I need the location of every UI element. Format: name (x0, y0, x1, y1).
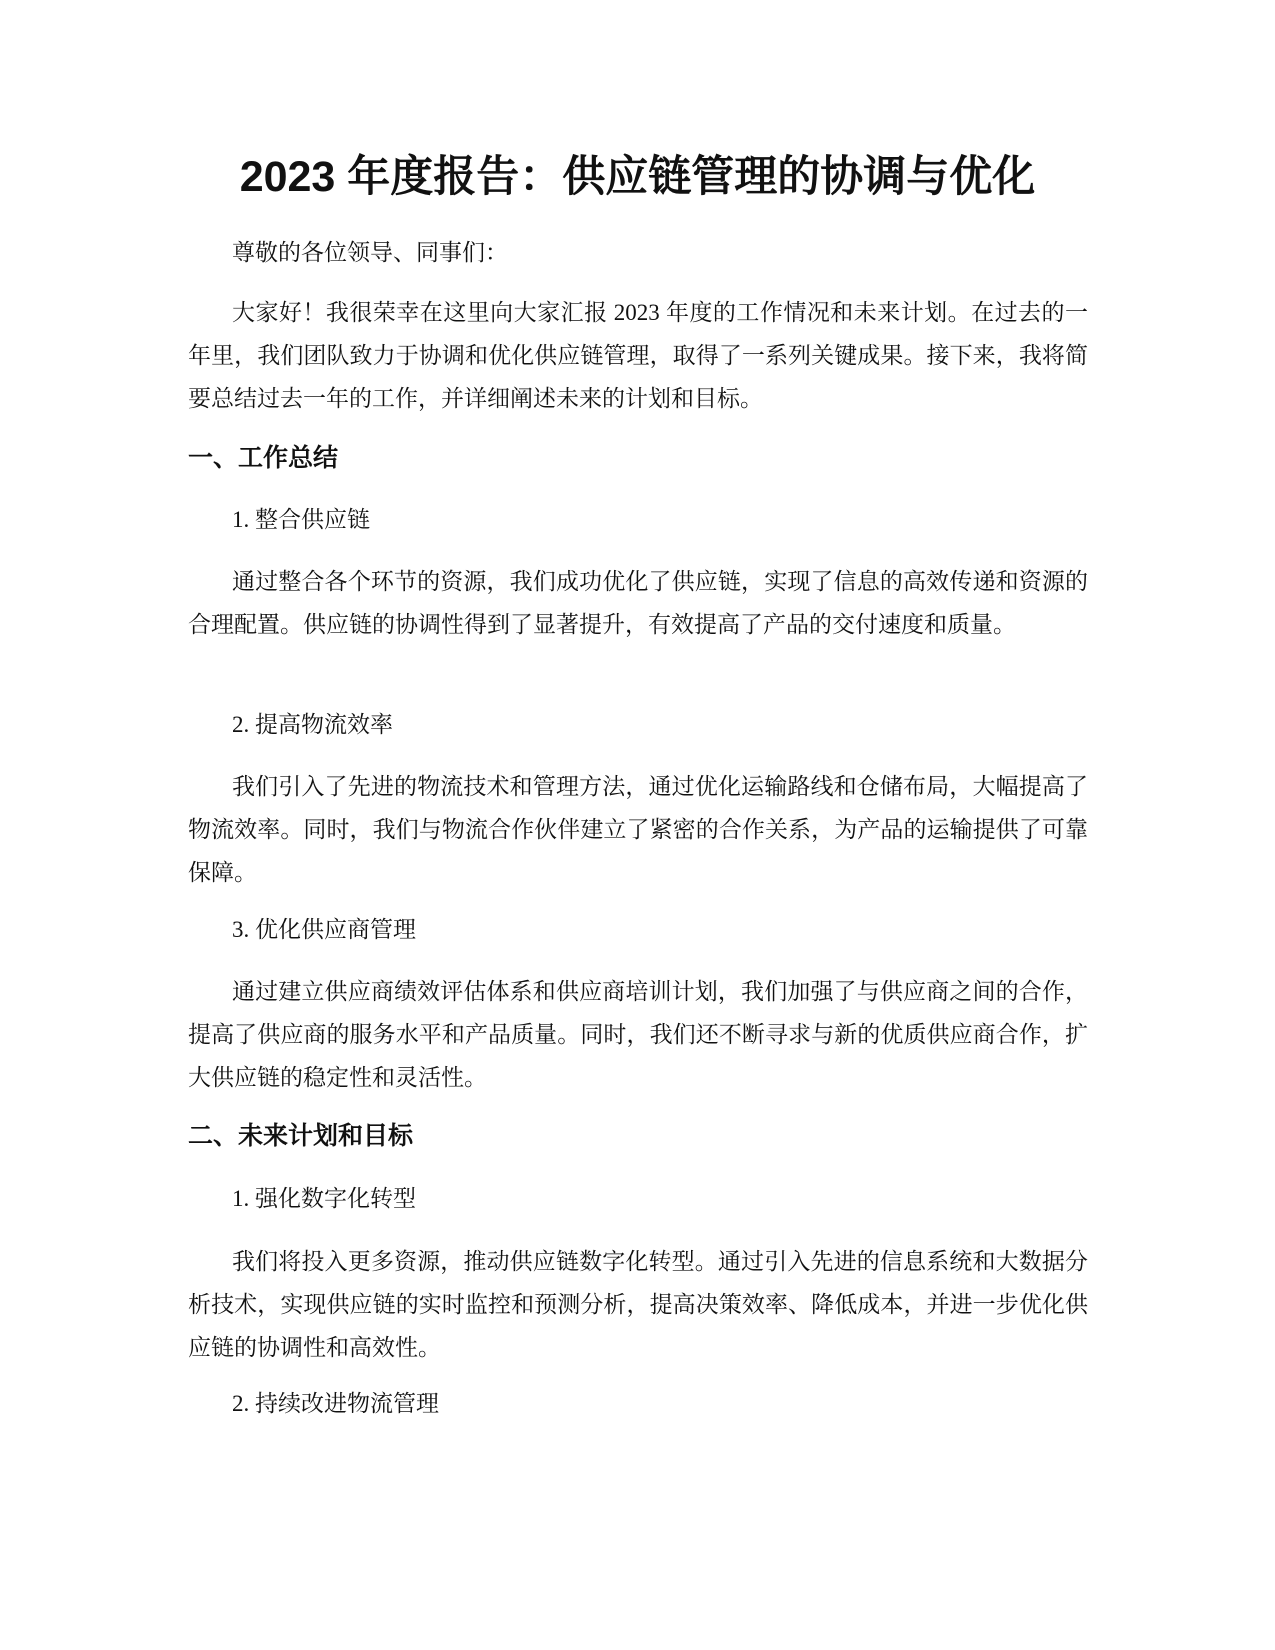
document-title: 2023 年度报告：供应链管理的协调与优化 (239, 153, 1036, 201)
section-heading-summary: 一、工作总结 (188, 444, 339, 472)
list-item-body: 我们引入了先进的物流技术和管理方法，通过优化运输路线和仓储布局，大幅提高了物流效率。同时，我们与物流合作伙伴建立了紧密的合作关系，为产品的运输提供了可靠保障。 (188, 774, 1088, 885)
list-item-body: 通过整合各个环节的资源，我们成功优化了供应链，实现了信息的高效传递和资源的合理配置。供应链的协调性得到了显著提升，有效提高了产品的交付速度和质量。 (188, 569, 1088, 637)
list-item-body: 通过建立供应商绩效评估体系和供应商培训计划，我们加强了与供应商之间的合作，提高了供应商的服务水平和产品质量。同时，我们还不断寻求与新的优质供应商合作，扩大供应链的稳定性和灵活性。 (188, 979, 1088, 1090)
greeting: 尊敬的各位领导、同事们： (232, 240, 508, 265)
list-item-title: 1. 强化数字化转型 (232, 1186, 416, 1211)
list-item-title: 2. 持续改进物流管理 (232, 1391, 439, 1416)
list-item-title: 2. 提高物流效率 (232, 712, 393, 737)
intro-paragraph: 大家好！我很荣幸在这里向大家汇报 2023 年度的工作情况和未来计划。在过去的一年里，我们团队致力于协调和优化供应链管理，取得了一系列关键成果。接下来，我将简要总结过去一年的工作，并详细阐述未来的计划和目标。 (188, 300, 1088, 411)
section-heading-plans: 二、未来计划和目标 (188, 1122, 414, 1150)
list-item-title: 1. 整合供应链 (232, 507, 370, 532)
list-item-body: 我们将投入更多资源，推动供应链数字化转型。通过引入先进的信息系统和大数据分析技术，实现供应链的实时监控和预测分析，提高决策效率、降低成本，并进一步优化供应链的协调性和高效性。 (188, 1249, 1088, 1360)
list-item-title: 3. 优化供应商管理 (232, 917, 416, 942)
